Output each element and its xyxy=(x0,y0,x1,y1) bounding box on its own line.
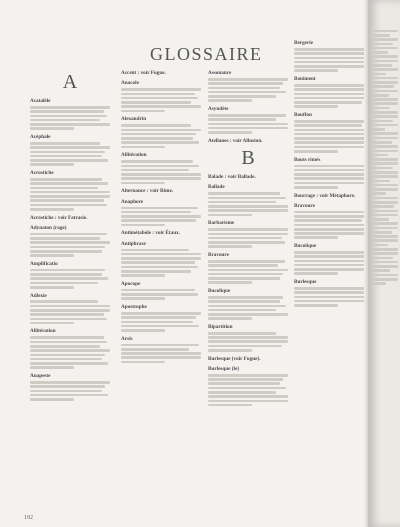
definition-line xyxy=(208,277,280,280)
definition-line xyxy=(30,146,110,149)
glossary-term: Balade : voir Ballade. xyxy=(208,173,256,180)
definition-line xyxy=(294,141,371,144)
glossary-entry xyxy=(121,199,201,227)
glossary-term: Anacole xyxy=(121,80,139,87)
definition-line xyxy=(294,137,368,140)
glossary-term: Bouffon xyxy=(294,111,312,118)
definition-line xyxy=(121,101,191,104)
definition-line xyxy=(294,291,364,294)
definition-line xyxy=(121,160,193,163)
definition-line xyxy=(121,249,189,252)
definition-line xyxy=(30,115,107,118)
definition-line xyxy=(294,219,362,222)
definition-line xyxy=(30,341,107,344)
definition-line xyxy=(294,57,364,60)
definition-line xyxy=(294,211,366,214)
definition-line xyxy=(208,95,276,98)
glossary-term: Allitération xyxy=(30,328,56,335)
definition-line xyxy=(294,228,372,231)
definition-line xyxy=(30,390,102,393)
glossary-entry xyxy=(30,170,110,211)
definition-line xyxy=(294,93,366,96)
definition-line xyxy=(121,261,195,264)
definition-line xyxy=(208,349,252,352)
glossary-column-3 xyxy=(208,70,288,410)
glossary-term: Allitération xyxy=(121,152,147,159)
glossary-term: Burlesque xyxy=(294,279,317,286)
definition-line xyxy=(294,215,372,218)
glossary-term: Acéphale xyxy=(30,133,51,140)
definition-line xyxy=(208,233,288,236)
glossary-entry xyxy=(30,328,110,369)
definition-line xyxy=(208,340,288,343)
glossary-entry xyxy=(121,304,201,332)
definition-line xyxy=(294,129,372,132)
definition-line xyxy=(30,237,100,240)
definition-line xyxy=(30,349,110,352)
glossary-entry xyxy=(121,80,201,112)
definition-line xyxy=(208,309,276,312)
definition-line xyxy=(121,312,201,315)
definition-line xyxy=(121,207,198,210)
definition-line xyxy=(121,93,195,96)
definition-line xyxy=(294,69,338,72)
glossary-term: Anapeste xyxy=(30,373,51,380)
definition-line xyxy=(121,110,165,113)
definition-line xyxy=(208,296,283,299)
definition-line xyxy=(30,273,102,276)
glossary-entry xyxy=(121,188,201,194)
definition-line xyxy=(30,241,110,244)
glossary-term: Barbarisme xyxy=(208,220,235,227)
definition-line xyxy=(30,127,74,130)
glossary-term: Alexandrin xyxy=(121,116,147,123)
glossary-term: Bravoure xyxy=(208,251,229,258)
definition-line xyxy=(30,305,110,308)
definition-line xyxy=(208,123,288,126)
definition-line xyxy=(121,293,198,296)
definition-line xyxy=(208,82,283,85)
glossary-term: Bipartition xyxy=(208,323,233,330)
definition-line xyxy=(121,124,191,127)
glossary-term: Adlexie xyxy=(30,292,47,299)
definition-line xyxy=(208,395,288,398)
definition-line xyxy=(208,404,252,407)
definition-line xyxy=(208,87,280,90)
definition-line xyxy=(208,317,252,320)
definition-line xyxy=(30,313,104,316)
glossary-entry xyxy=(208,220,288,248)
glossary-term: Acrostiche xyxy=(30,169,54,176)
glossary-term: Ballade xyxy=(208,184,225,191)
definition-line xyxy=(208,273,283,276)
glossary-entry xyxy=(30,215,110,221)
definition-line xyxy=(121,177,201,180)
definition-line xyxy=(208,99,252,102)
definition-line xyxy=(208,260,285,263)
glossary-entry xyxy=(208,366,288,407)
definition-line xyxy=(121,297,165,300)
definition-line xyxy=(294,124,362,127)
definition-line xyxy=(30,246,105,249)
glossary-entry xyxy=(30,134,110,166)
definition-line xyxy=(30,191,110,194)
definition-line xyxy=(121,215,201,218)
definition-line xyxy=(208,378,283,381)
definition-line xyxy=(121,316,196,319)
definition-line xyxy=(30,187,98,190)
definition-line xyxy=(208,264,278,267)
definition-line xyxy=(30,381,110,384)
definition-line xyxy=(121,169,189,172)
glossary-entry xyxy=(294,112,372,153)
definition-line xyxy=(30,269,105,272)
glossary-entry xyxy=(294,157,372,189)
definition-line xyxy=(30,119,100,122)
definition-line xyxy=(294,173,371,176)
definition-line xyxy=(121,257,201,260)
definition-line xyxy=(294,165,372,168)
definition-line xyxy=(121,105,201,108)
glossary-entry xyxy=(121,70,201,76)
definition-line xyxy=(121,348,189,351)
definition-line xyxy=(208,281,252,284)
glossary-term: Adynaton (rage) xyxy=(30,224,67,231)
glossary-term: Bucolique xyxy=(294,243,317,250)
definition-line xyxy=(30,354,105,357)
glossary-term: Amplificatio xyxy=(30,260,58,267)
glossary-entry xyxy=(208,174,288,180)
glossary-entry xyxy=(294,243,372,275)
glossary-entry xyxy=(294,203,372,239)
glossary-term: Antimétabole : voir Étaux. xyxy=(121,230,180,237)
definition-line xyxy=(294,177,364,180)
glossary-term: Atellanes : voir Allusion. xyxy=(208,137,263,144)
definition-line xyxy=(30,398,74,401)
definition-line xyxy=(208,214,252,217)
definition-line xyxy=(30,159,108,162)
definition-line xyxy=(208,209,288,212)
glossary-entry xyxy=(294,76,372,108)
definition-line xyxy=(30,151,105,154)
definition-line xyxy=(294,84,372,87)
definition-line xyxy=(121,274,165,277)
glossary-term: Bravoure xyxy=(294,202,315,209)
definition-line xyxy=(208,237,282,240)
section-letter: A xyxy=(62,71,78,93)
definition-line xyxy=(208,192,280,195)
definition-line xyxy=(294,133,372,136)
definition-line xyxy=(30,394,108,397)
glossary-term: Acrostiche : voir Fatrasie. xyxy=(30,214,88,221)
glossary-entry xyxy=(294,40,372,72)
glossary-entry xyxy=(30,293,110,325)
definition-line xyxy=(294,272,338,275)
glossary-term: Bergerie xyxy=(294,40,314,46)
definition-line xyxy=(208,245,252,248)
definition-line xyxy=(294,236,338,239)
glossary-entry xyxy=(208,324,288,352)
definition-line xyxy=(208,228,288,231)
page-number: 192 xyxy=(24,515,33,521)
definition-line xyxy=(208,241,285,244)
definition-line xyxy=(294,150,338,153)
glossary-term: Apostrophe xyxy=(121,303,147,310)
glossary-entry xyxy=(208,138,288,144)
definition-line xyxy=(30,195,110,198)
definition-line xyxy=(208,400,288,403)
definition-line xyxy=(294,296,372,299)
glossary-term: Burlesque (voir Fugue). xyxy=(208,355,261,362)
definition-line xyxy=(121,129,201,132)
definition-line xyxy=(30,277,108,280)
definition-line xyxy=(208,127,288,130)
definition-line xyxy=(208,114,286,117)
facing-page-edge xyxy=(368,0,400,527)
definition-line xyxy=(294,304,338,307)
definition-line xyxy=(30,309,110,312)
definition-line xyxy=(121,182,165,185)
definition-line xyxy=(294,186,338,189)
definition-line xyxy=(30,182,108,185)
definition-line xyxy=(30,142,100,145)
definition-line xyxy=(208,336,288,339)
glossary-column-1 xyxy=(30,70,110,405)
glossary-column-4 xyxy=(294,40,372,311)
definition-line xyxy=(30,345,100,348)
glossary-term: Bouts rimés xyxy=(294,156,321,163)
definition-line xyxy=(30,199,104,202)
glossary-term: Asyndète xyxy=(208,105,229,112)
definition-line xyxy=(208,78,288,81)
definition-line xyxy=(294,146,364,149)
definition-line xyxy=(208,332,276,335)
definition-line xyxy=(121,356,201,359)
definition-line xyxy=(121,137,193,140)
definition-line xyxy=(294,48,368,51)
glossary-term: Bucolique xyxy=(208,287,231,294)
definition-line xyxy=(30,250,102,253)
glossary-entry xyxy=(30,98,110,130)
glossary-entry xyxy=(208,252,288,284)
definition-line xyxy=(208,382,280,385)
definition-line xyxy=(294,105,338,108)
definition-line xyxy=(294,260,368,263)
glossary-entry xyxy=(294,193,372,199)
definition-line xyxy=(208,374,288,377)
definition-line xyxy=(294,224,372,227)
facing-page-text xyxy=(372,28,398,287)
definition-line xyxy=(294,182,372,185)
definition-line xyxy=(208,387,286,390)
definition-line xyxy=(121,270,191,273)
glossary-entry xyxy=(294,279,372,307)
definition-line xyxy=(208,313,288,316)
definition-line xyxy=(121,329,165,332)
definition-line xyxy=(208,131,252,134)
definition-line xyxy=(294,101,362,104)
glossary-entry xyxy=(208,70,288,102)
definition-line xyxy=(121,88,201,91)
glossary-entry xyxy=(121,230,201,236)
glossary-entry xyxy=(208,288,288,320)
definition-line xyxy=(30,208,74,211)
definition-line xyxy=(30,233,107,236)
glossary-term: Antiphrase xyxy=(121,240,146,247)
definition-line xyxy=(294,251,372,254)
definition-line xyxy=(294,287,371,290)
definition-line xyxy=(30,163,74,166)
definition-line xyxy=(121,289,195,292)
definition-line xyxy=(208,91,286,94)
definition-line xyxy=(30,358,102,361)
glossary-term: Apocope xyxy=(121,280,141,287)
glossary-entry xyxy=(30,373,110,401)
definition-line xyxy=(208,197,286,200)
definition-line xyxy=(294,88,369,91)
glossary-term: Anaphore xyxy=(121,198,144,205)
glossary-entry xyxy=(30,225,110,257)
definition-line xyxy=(121,352,201,355)
definition-line xyxy=(208,118,276,121)
glossary-entry xyxy=(208,106,288,134)
glossary-entry xyxy=(121,336,201,364)
definition-line xyxy=(208,391,276,394)
glossary-entry xyxy=(121,152,201,184)
definition-line xyxy=(121,133,196,136)
definition-line xyxy=(294,264,371,267)
definition-line xyxy=(121,344,199,347)
glossary-term: Arsis xyxy=(121,335,133,342)
definition-line xyxy=(121,253,201,256)
definition-line xyxy=(208,269,288,272)
glossary-column-2 xyxy=(121,70,201,367)
definition-line xyxy=(30,318,107,321)
glossary-entry xyxy=(121,281,201,300)
definition-line xyxy=(121,219,196,222)
glossary-term: Acatalèle xyxy=(30,98,51,104)
definition-line xyxy=(30,362,108,365)
definition-line xyxy=(294,268,364,271)
definition-line xyxy=(121,321,193,324)
definition-line xyxy=(294,120,372,123)
definition-line xyxy=(30,300,98,303)
glossary-term: Assonance xyxy=(208,70,232,76)
definition-line xyxy=(30,282,98,285)
definition-line xyxy=(121,325,199,328)
definition-line xyxy=(121,146,165,149)
glossary-entry xyxy=(121,241,201,277)
glossary-entry xyxy=(30,261,110,289)
glossary-entry xyxy=(208,356,288,362)
definition-line xyxy=(30,322,74,325)
definition-line xyxy=(121,361,165,364)
glossary-term: Boniment xyxy=(294,75,316,82)
definition-line xyxy=(121,173,201,176)
definition-line xyxy=(121,97,198,100)
page-title: GLOSSAIRE xyxy=(150,44,263,64)
definition-line xyxy=(294,169,368,172)
definition-line xyxy=(294,61,372,64)
definition-line xyxy=(208,205,288,208)
definition-line xyxy=(294,97,372,100)
glossary-entry xyxy=(208,184,288,216)
definition-line xyxy=(208,300,280,303)
definition-line xyxy=(30,336,104,339)
definition-line xyxy=(208,345,282,348)
glossary-term: Bourrage : voir Métaphore. xyxy=(294,192,356,199)
glossary-term: Alternance : voir Rime. xyxy=(121,188,174,195)
definition-line xyxy=(294,232,368,235)
definition-line xyxy=(294,52,371,55)
definition-line xyxy=(30,178,102,181)
glossary-term: Burlesque (le) xyxy=(208,365,239,372)
glossary-entry xyxy=(121,116,201,148)
definition-line xyxy=(30,254,74,257)
definition-line xyxy=(30,286,74,289)
definition-line xyxy=(208,201,276,204)
definition-line xyxy=(121,211,191,214)
definition-line xyxy=(30,385,105,388)
definition-line xyxy=(121,266,198,269)
definition-line xyxy=(30,366,74,369)
definition-line xyxy=(294,300,369,303)
definition-line xyxy=(121,165,199,168)
definition-line xyxy=(294,65,369,68)
definition-line xyxy=(30,110,104,113)
section-letter: B xyxy=(241,146,255,169)
glossary-term: Accent : voir Fugue. xyxy=(121,70,166,76)
definition-line xyxy=(30,123,110,126)
definition-line xyxy=(30,204,107,207)
definition-line xyxy=(208,305,286,308)
definition-line xyxy=(294,255,372,258)
definition-line xyxy=(30,155,102,158)
definition-line xyxy=(121,224,165,227)
definition-line xyxy=(121,141,199,144)
definition-line xyxy=(30,106,110,109)
